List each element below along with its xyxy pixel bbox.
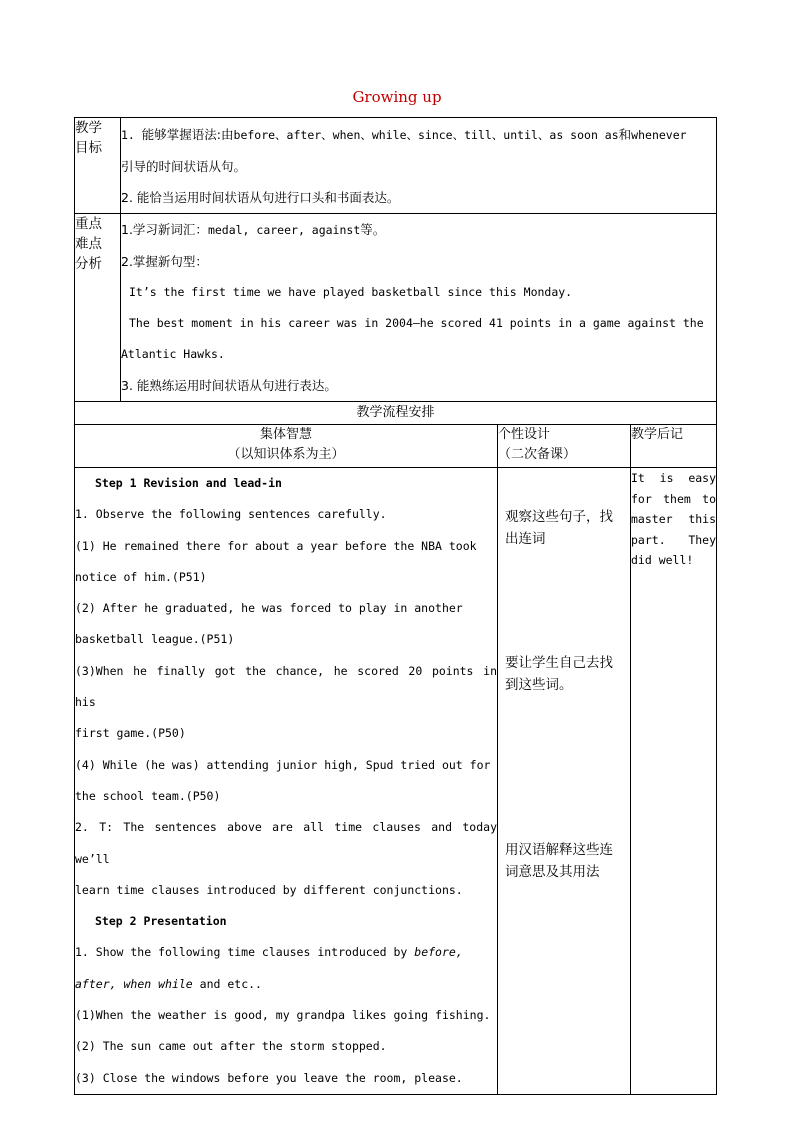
step-1-item-2-cont: learn time clauses introduced by different conjunctions.	[75, 882, 463, 897]
example-1-cont: notice of him.(P51)	[75, 569, 207, 584]
step-2-item-1-cont: after, when while and etc..	[75, 976, 262, 991]
flow-content-row	[75, 468, 717, 1095]
flow-title-row	[75, 402, 717, 425]
step-2-item-1: 1. Show the following time clauses introduced by before,	[75, 945, 463, 960]
objectives-label: 教学 目标	[75, 118, 121, 214]
presentation-example-2: (2) The sun came out after the storm stopped.	[75, 1039, 387, 1054]
sentence-pattern-2: The best moment in his career was in 2004—he scored 41 points in a game against the	[129, 316, 704, 330]
presentation-example-1: (1)When the weather is good, my grandpa likes going fishing.	[75, 1008, 491, 1023]
key-points-label: 重点 难点 分析	[75, 214, 121, 402]
key-points-content	[121, 214, 717, 402]
design-note-1: 观察这些句子，找出连词	[505, 509, 613, 547]
collective-content	[75, 468, 498, 1095]
key-points-row	[75, 214, 717, 402]
personal-design-content	[498, 468, 631, 1095]
sentence-pattern-1: It’s the first time we have played basketball since this Monday.	[129, 285, 573, 299]
example-4: (4) While (he was) attending junior high, Spud tried out for	[75, 757, 491, 772]
step-1-item-1: 1. Observe the following sentences carefully.	[75, 507, 387, 522]
reflection-content: It is easy for them to master this part. They did well!	[631, 468, 717, 1095]
example-1: (1) He remained there for about a year before the NBA took	[75, 538, 477, 553]
presentation-example-3: (3) Close the windows before you leave the room, please.	[75, 1070, 463, 1085]
col-header-collective: 集体智慧 （以知识体系为主）	[75, 425, 498, 468]
design-note-2: 要让学生自己去找到这些词。	[505, 655, 613, 693]
step-2-heading: Step 2 Presentation	[95, 914, 227, 929]
key-point-item-1: 1.学习新词汇：medal, career, against等。	[121, 222, 386, 237]
objectives-row	[75, 118, 717, 214]
flow-title: 教学流程安排	[75, 402, 717, 425]
example-2-cont: basketball league.(P51)	[75, 632, 235, 647]
example-4-cont: the school team.(P50)	[75, 788, 221, 803]
example-3-cont: first game.(P50)	[75, 726, 186, 741]
key-point-item-2: 2.掌握新句型：	[121, 254, 208, 269]
sentence-pattern-2-cont: Atlantic Hawks.	[121, 347, 225, 361]
step-1-heading: Step 1 Revision and lead-in	[95, 476, 282, 490]
example-2: (2) After he graduated, he was forced to play in another	[75, 601, 463, 616]
objective-item-1-cont: 引导的时间状语从句。	[121, 159, 247, 174]
example-3: (3)When he finally got the chance, he scored 20 points in his	[75, 663, 497, 710]
objectives-content	[121, 118, 717, 214]
col-header-reflection: 教学后记	[631, 425, 717, 468]
key-point-item-3: 3. 能熟练运用时间状语从句进行表达。	[121, 378, 337, 393]
step-1-item-2: 2. T: The sentences above are all time clauses and today we’ll	[75, 820, 497, 866]
flow-header-row	[75, 425, 717, 468]
objective-item-1: 1. 能够掌握语法:由before、after、when、while、since、till、until、as soon as和whenever	[121, 127, 687, 142]
col-header-personal: 个性设计 （二次备课）	[498, 425, 631, 468]
page-title: Growing up	[352, 88, 442, 106]
objective-item-2: 2. 能恰当运用时间状语从句进行口头和书面表达。	[121, 190, 400, 205]
lesson-plan-table	[74, 117, 717, 1095]
design-note-3: 用汉语解释这些连词意思及其用法	[505, 842, 613, 880]
